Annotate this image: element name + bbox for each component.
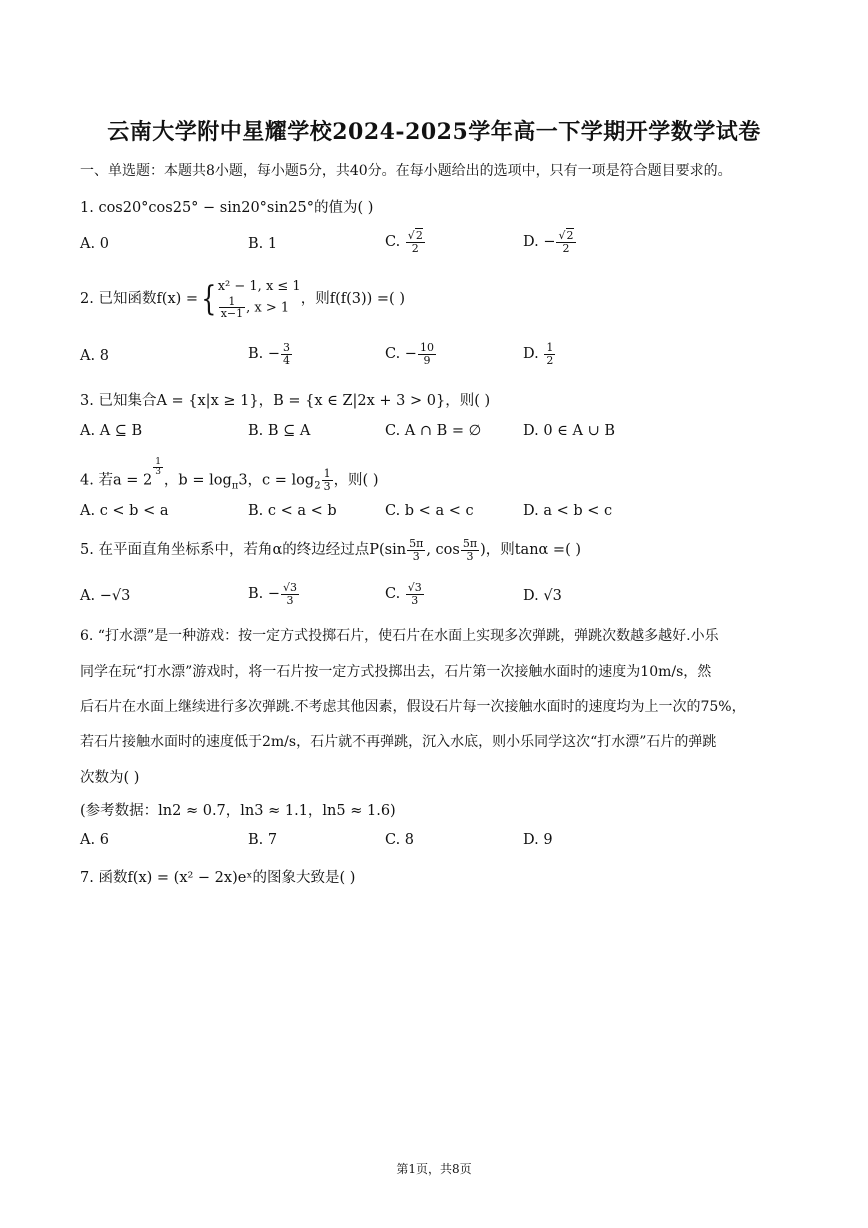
- q6-option-a: A. 6: [80, 832, 109, 848]
- q1-option-d: D. − $\frac{√2}{2}$: [523, 229, 574, 255]
- q2-option-d: D. $\frac{1}{2}$: [523, 341, 554, 367]
- q5-option-a: A. −√3: [80, 588, 131, 604]
- q6-option-c: C. 8: [385, 832, 415, 848]
- question-3-stem: 3. 已知集合A = {x|x ≥ 1}，B = {x ∈ Z|2x + 3 > 0}，则( ): [80, 393, 491, 409]
- q1-option-a: A. 0: [80, 236, 109, 252]
- question-6-line-3: 后石片在水面上继续进行多次弹跳.不考虑其他因素，假设石片每一次接触水面时的速度均为上一次的75%，: [80, 699, 746, 715]
- question-4-stem: 4. 若a = 2 $\frac{1}{3}$ ，$b = \log_\pi 3$，$c = \log_2$ $\frac{1}{3}$ ，则( ): [80, 457, 379, 493]
- question-6-line-4: 若石片接触水面时的速度低于2m/s，石片就不再弹跳，沉入水底，则小乐同学这次“打水漂”石片的弹跳: [80, 734, 717, 750]
- q6-option-b: B. 7: [248, 832, 278, 848]
- exam-title: 云南大学附中星耀学校2024-2025学年高一下学期开学数学试卷: [107, 119, 761, 145]
- question-1-stem: 1. cos20°cos25° − sin20°sin25°的值为( ): [80, 200, 374, 216]
- q3-option-c: C. A ∩ B = ∅: [385, 423, 482, 439]
- question-7-stem: 7. 函数f(x) = (x² − 2x)eˣ的图象大致是( ): [80, 870, 356, 886]
- q3-option-a: A. A ⊆ B: [80, 423, 143, 439]
- q5-option-b: B. − $\frac{√3}{3}$: [248, 581, 298, 607]
- q2-option-a: A. 8: [80, 348, 109, 364]
- q4-option-a: A. c < b < a: [80, 503, 169, 519]
- q2-option-c: C. − $\frac{10}{9}$: [385, 341, 434, 367]
- q3-option-d: D. 0 ∈ A ∪ B: [523, 423, 615, 439]
- q4-option-d: D. a < b < c: [523, 503, 613, 519]
- q6-option-d: D. 9: [523, 832, 553, 848]
- question-6-line-5: 次数为( ): [80, 770, 140, 786]
- section-heading: 一、单选题：本题共8小题，每小题5分，共40分。在每小题给出的选项中，只有一项是符合题目要求的。: [80, 163, 732, 179]
- q2-option-b: B. − $\frac{3}{4}$: [248, 341, 291, 367]
- q3-option-b: B. B ⊆ A: [248, 423, 311, 439]
- question-2-stem: 2. 已知函数f(x) ={ x² − 1, x ≤ 1 $\frac{1}{x-1}$ , x > 1 ，则f(f(3)) =( ): [80, 278, 405, 321]
- question-6-line-2: 同学在玩“打水漂”游戏时，将一石片按一定方式投掷出去，石片第一次接触水面时的速度为10m/s，然: [80, 664, 712, 680]
- page-footer: 第1页，共8页: [396, 1162, 472, 1176]
- question-5-stem: 5. 在平面直角坐标系中，若角α的终边经过点P(sin $\frac{5\pi}{3}$ , cos $\frac{5\pi}{3}$ )，则tanα =( ): [80, 537, 582, 563]
- q4-option-b: B. c < a < b: [248, 503, 337, 519]
- q4-option-c: C. b < a < c: [385, 503, 474, 519]
- q5-option-d: D. √3: [523, 588, 562, 604]
- question-6-reference-data: (参考数据：ln2 ≈ 0.7，ln3 ≈ 1.1，ln5 ≈ 1.6): [80, 803, 396, 819]
- q1-option-b: B. 1: [248, 236, 278, 252]
- q5-option-c: C. $\frac{√3}{3}$: [385, 581, 422, 607]
- question-6-line-1: 6. “打水漂”是一种游戏：按一定方式投掷石片，使石片在水面上实现多次弹跳，弹跳次数越多越好.小乐: [80, 628, 719, 644]
- q1-option-c: C. $\frac{√2}{2}$: [385, 229, 423, 255]
